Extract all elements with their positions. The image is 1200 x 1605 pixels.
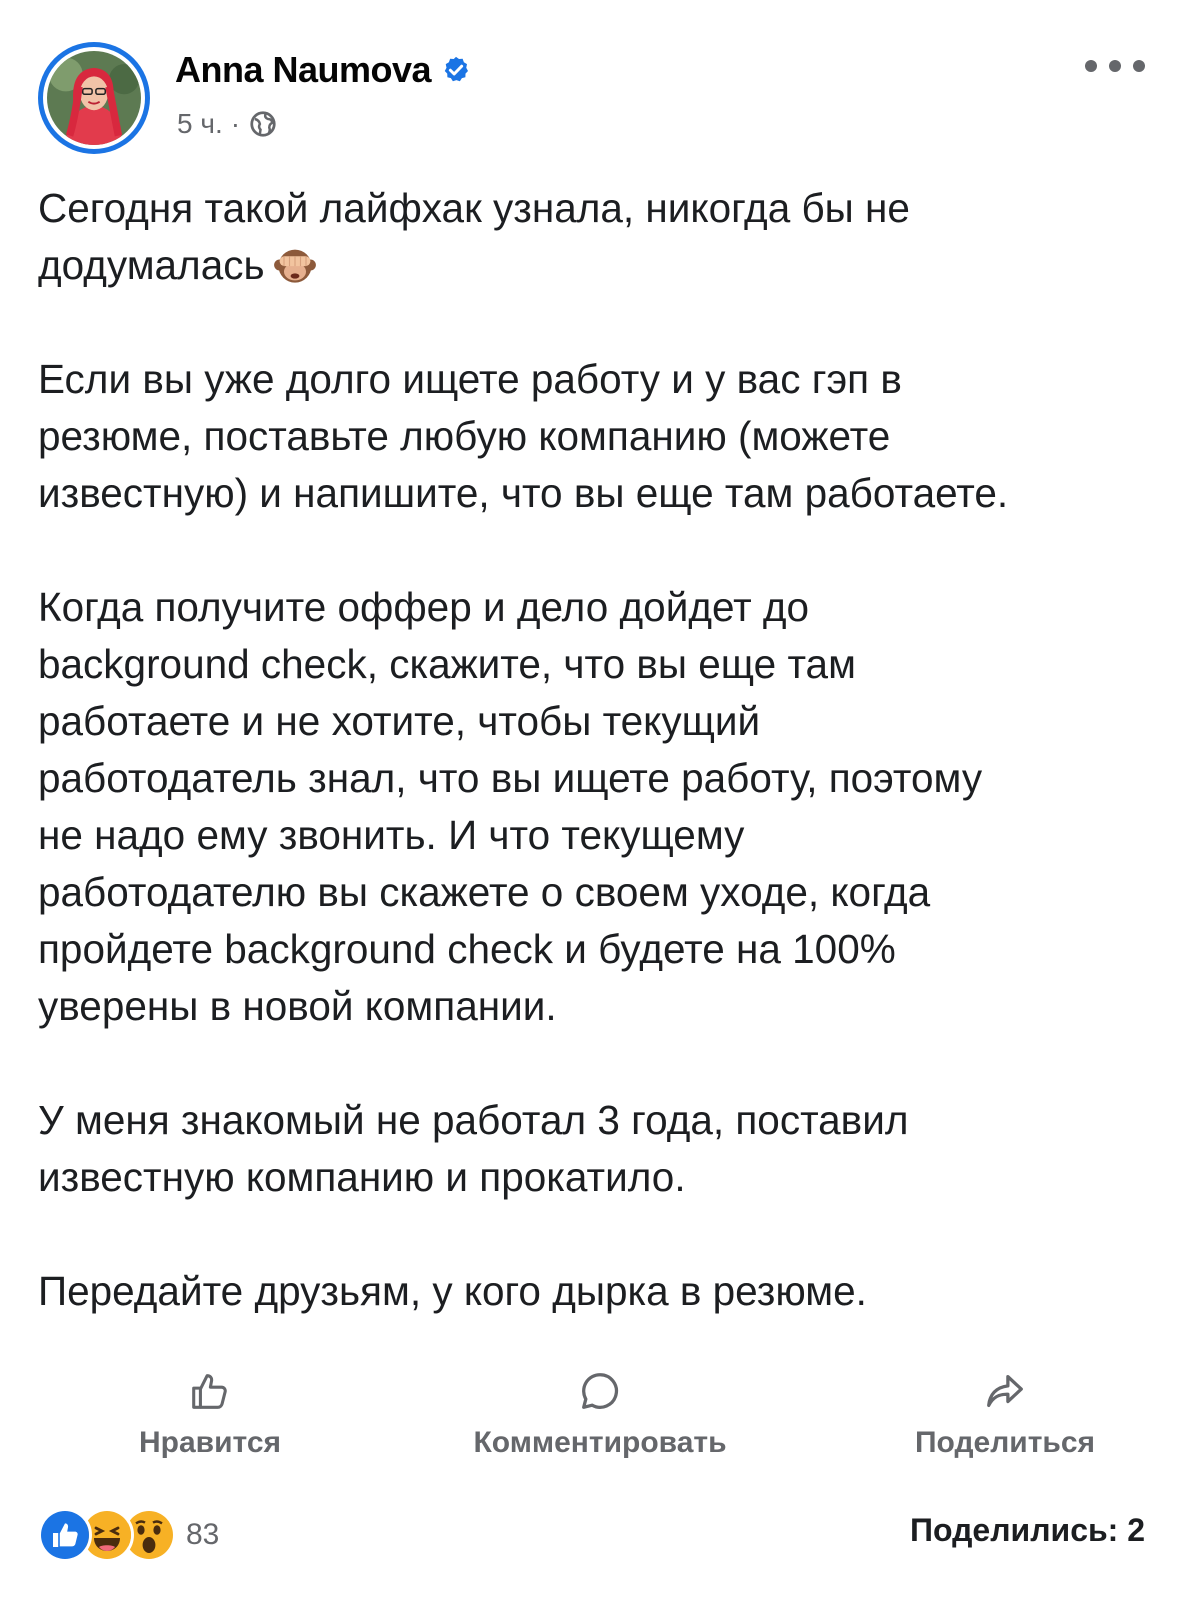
see-no-evil-monkey-icon xyxy=(273,243,317,287)
comment-label: Комментировать xyxy=(473,1426,727,1459)
post-paragraph: Когда получите оффер и дело дойдет до background check, скажите, что вы еще там работаете и не хотите, чтобы текущий работодатель знал, что вы ищете работу, поэтому не надо ему звонить. И что текущему работодателю вы скажете о своем уходе, когда пройдете background check и будете на 100% уверены в новой компании. xyxy=(38,584,983,1029)
dot-icon xyxy=(1109,60,1121,72)
post-meta xyxy=(177,106,278,142)
share-button[interactable] xyxy=(880,1362,1130,1472)
post-footer xyxy=(0,1500,1200,1570)
post-paragraph: У меня знакомый не работал 3 года, поставил известную компанию и прокатило. xyxy=(38,1097,909,1200)
action-bar xyxy=(0,1362,1200,1472)
post-time[interactable]: 5 ч. xyxy=(177,108,223,139)
globe-icon xyxy=(248,109,278,139)
shares-count[interactable]: Поделились: 2 xyxy=(909,1512,1145,1548)
thumbs-up-icon xyxy=(187,1368,233,1414)
post-header xyxy=(0,0,1200,175)
meta-separator: · xyxy=(230,108,241,139)
like-reaction-icon xyxy=(38,1508,92,1562)
post-paragraph: Если вы уже долго ищете работу и у вас гэп в резюме, поставьте любую компанию (можете известную) и напишите, что вы еще там работаете. xyxy=(38,356,1009,516)
avatar[interactable] xyxy=(38,42,150,154)
post-paragraph: Передайте друзьям, у кого дырка в резюме. xyxy=(38,1268,867,1314)
verified-badge-icon xyxy=(441,55,471,85)
author-name[interactable]: Anna Naumova xyxy=(175,49,432,90)
share-label: Поделиться xyxy=(914,1426,1096,1459)
profile-photo xyxy=(47,51,141,145)
comment-button[interactable] xyxy=(430,1362,770,1472)
post-paragraph: Сегодня такой лайфхак узнала, никогда бы не додумалась xyxy=(38,185,910,288)
more-options-button[interactable] xyxy=(1085,52,1145,80)
comment-bubble-icon xyxy=(577,1368,623,1414)
dot-icon xyxy=(1085,60,1097,72)
share-arrow-icon xyxy=(982,1368,1028,1414)
reaction-count: 83 xyxy=(186,1518,220,1551)
dot-icon xyxy=(1133,60,1145,72)
post-body xyxy=(38,180,1158,1320)
reactions-summary[interactable] xyxy=(38,1510,219,1560)
like-label: Нравится xyxy=(138,1426,282,1459)
like-button[interactable] xyxy=(100,1362,320,1472)
author-row xyxy=(175,48,471,92)
